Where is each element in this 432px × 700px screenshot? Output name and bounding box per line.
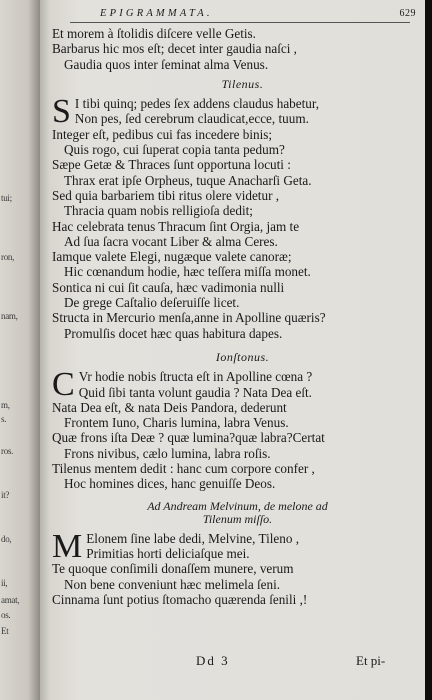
adjacent-page-gutter [0, 0, 40, 700]
gutter-fragment: nam, [1, 311, 18, 321]
verse-line: Quid ſibi tanta volunt gaudia ? Nata Dea eſt. [78, 384, 312, 400]
verse-line: Promulſis docet hæc quas habitura dapes. [64, 325, 283, 341]
page-number: 629 [399, 8, 416, 19]
verse-line: Structa in Mercurio menſa,anne in Apolline quæris? [52, 310, 326, 326]
scan-edge [425, 0, 432, 700]
verse-line: Cinnama ſunt potius ſtomacho quærenda ſenili ,! [52, 591, 308, 607]
gutter-fragment: ii, [1, 578, 8, 588]
gutter-fragment: it? [1, 490, 10, 500]
gutter-fragment: do, [1, 534, 12, 544]
verse-line: Quæ frons iſta Deæ ? quæ lumina?quæ labra?Certat [52, 430, 325, 446]
gutter-fragment: s. [1, 414, 7, 424]
verse-line: Sed quia barbariem tibi ritus olere videtur , [52, 187, 280, 203]
verse-line: Non bene conveniunt hæc melimela ſeni. [64, 576, 281, 592]
section-title-line: Ad Andream Melvinum, de melone ad [147, 498, 328, 513]
verse-line: Quis rogo, cui ſuperat copia tanta pedum? [64, 142, 285, 158]
poem-tilenus [40, 93, 425, 341]
verse-line: Tilenus mentem dedit : hanc cum corpore confer , [52, 461, 315, 477]
verse-line: Vr hodie nobis ſtructa eſt in Apolline cœna ? [78, 369, 313, 385]
drop-capital: M [52, 527, 83, 565]
verse-line: Hoc homines dices, hanc genuiſſe Deos. [64, 476, 276, 492]
drop-capital: S [52, 93, 71, 131]
section-title-line: Tilenum miſſo. [202, 511, 273, 526]
verse-line: Thracia quam nobis relligioſa dedit; [64, 203, 253, 219]
header-rule [70, 22, 410, 23]
verse-line: Frons nivibus, cælo lumina, labra roſis. [64, 445, 271, 461]
verse-line: Integer eſt, pedibus cui fas incedere binis; [52, 126, 273, 142]
verse-line: Ad ſua ſacra vocant Liber & alma Ceres. [64, 233, 278, 249]
gutter-fragment: ron, [1, 252, 15, 262]
catchword: Et pi- [356, 653, 386, 668]
gutter-fragment: Et [1, 626, 9, 636]
gutter-fragment: amat, [1, 595, 20, 605]
verse-line: I tibi quinq; pedes ſex addens claudus habetur, [74, 96, 320, 112]
verse-line: Iamque valete Elegi, nugæque valete canoræ; [52, 249, 292, 265]
verse-line: Sæpe Getæ & Thraces ſunt opportuna locuti : [52, 157, 291, 173]
gutter-fragment: ros. [1, 446, 14, 456]
verse-line: De grege Caſtalio deſeruiſſe licet. [64, 295, 240, 311]
signature-mark: Dd 3 [196, 653, 230, 668]
poem-ionstonus [40, 366, 425, 492]
poem-ad-melvinum [40, 527, 425, 607]
book-page [40, 0, 425, 700]
page-body [40, 26, 425, 607]
verse-line: Frontem Iuno, Charis lumina, labra Venus. [64, 415, 289, 431]
verse-line: Nata Dea eſt, & nata Deis Pandora, dederunt [52, 399, 287, 415]
verse-line: Hic cœnandum hodie, hæc teſſera miſſa monet. [64, 264, 311, 280]
verse-line: Sontica ni cui ſit cauſa, hæc vadimonia nulli [52, 279, 285, 295]
verse-line: Elonem ſine labe dedi, Melvine, Tileno , [86, 530, 300, 546]
gutter-fragment: tui; [1, 193, 12, 203]
verse-line: Thrax erat ipſe Orpheus, tuque Anacharſi Geta. [64, 172, 312, 188]
section-title: Tilenus. [221, 76, 264, 91]
verse-line: Primitias horti deliciaſque mei. [86, 545, 250, 561]
running-header [100, 8, 416, 19]
verse-line: Te quoque conſimili donaſſem munere, verum [52, 561, 294, 577]
running-title: EPIGRAMMATA. [100, 8, 213, 19]
verse-line: Et morem à ſtolidis diſcere velle Getis. [52, 26, 256, 41]
gutter-fragment: os. [1, 610, 11, 620]
section-title: Ionſtonus. [215, 349, 270, 364]
verse-line: Hac celebrata tenus Thracum ſint Orgia, jam te [52, 218, 300, 234]
verse-line: Non pes, ſed cerebrum claudicat,ecce, tuum. [74, 111, 309, 127]
drop-capital: C [52, 366, 75, 404]
verse-line: Gaudia quos inter ſeminat alma Venus. [64, 56, 269, 72]
verse-line: Barbarus hic mos eſt; decet inter gaudia naſci , [52, 41, 297, 57]
gutter-fragment: m, [1, 400, 10, 410]
